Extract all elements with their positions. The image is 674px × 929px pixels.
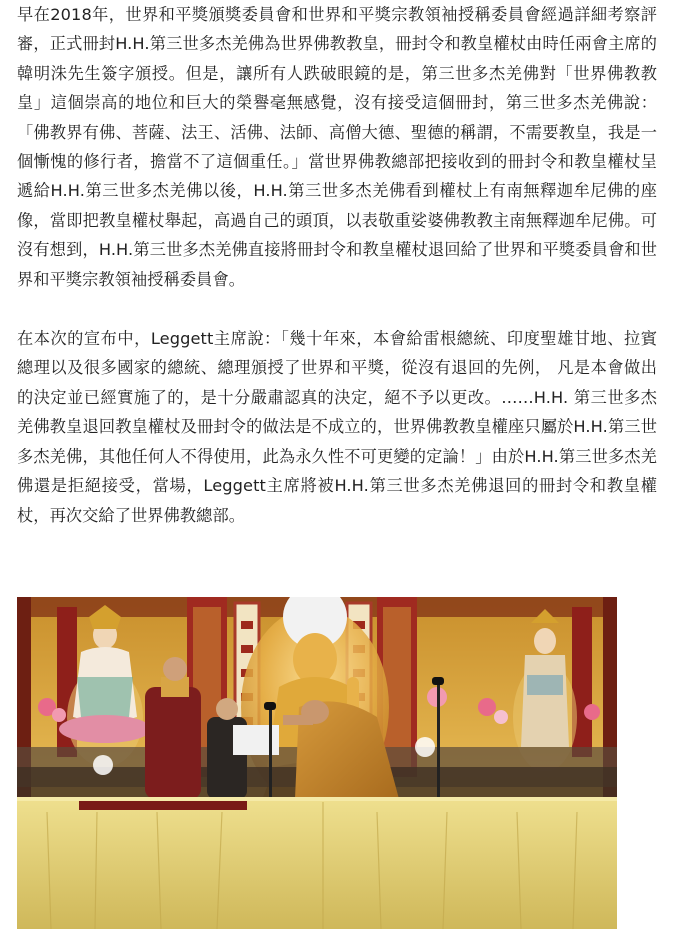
ceremony-photo bbox=[17, 597, 617, 929]
paragraph-2: 在本次的宣布中，Leggett主席說：「幾十年來，本會給雷根總統、印度聖雄甘地、拉賓總理以及很多國家的總統、總理頒授了世界和平獎，從沒有退回的先例， 凡是本會做出的決定並已經實施了的，是十分嚴肅認真的決定，絕不予以更改。……H.H. 第三世多杰羌佛教皇退回教皇權杖及冊封令的做法是不成立的，世界佛教教皇權座只屬於H.H.第三世多杰羌佛，其他任何人不得使用，此為永久性不可更變的定論！」由於H.H.第三世多杰羌佛還是拒絕接受，當場，Leggett主席將被H.H.第三世多杰羌佛退回的冊封令和教皇權杖，再次交給了世界佛教總部。 bbox=[17, 329, 657, 525]
article-body bbox=[17, 0, 657, 530]
ceremony-photo-illustration bbox=[17, 597, 617, 929]
red-table-runner bbox=[79, 800, 247, 810]
ceremony-table bbox=[17, 797, 617, 929]
paragraph-1: 早在2018年，世界和平獎頒獎委員會和世界和平獎宗教領袖授稱委員會經過詳細考察評審，正式冊封H.H.第三世多杰羌佛為世界佛教教皇，冊封令和教皇權杖由時任兩會主席的韓明洙先生簽字頒授。但是，讓所有人跌破眼鏡的是，第三世多杰羌佛對「世界佛教教皇」這個崇高的地位和巨大的榮譽毫無感覺，沒有接受這個冊封，第三世多杰羌佛說：「佛教界有佛、菩薩、法王、活佛、法師、高僧大德、聖德的稱謂，不需要教皇，我是一個慚愧的修行者，擔當不了這個重任。」當世界佛教總部把接收到的冊封令和教皇權杖呈遞給H.H.第三世多杰羌佛以後，H.H.第三世多杰羌佛看到權杖上有南無釋迦牟尼佛的座像，當即把教皇權杖舉起，高過自己的頭頂，以表敬重娑婆佛教教主南無釋迦牟尼佛。可沒有想到，H.H.第三世多杰羌佛直接將冊封令和教皇權杖退回給了世界和平獎委員會和世界和平獎宗教領袖授稱委員會。 bbox=[17, 5, 657, 289]
